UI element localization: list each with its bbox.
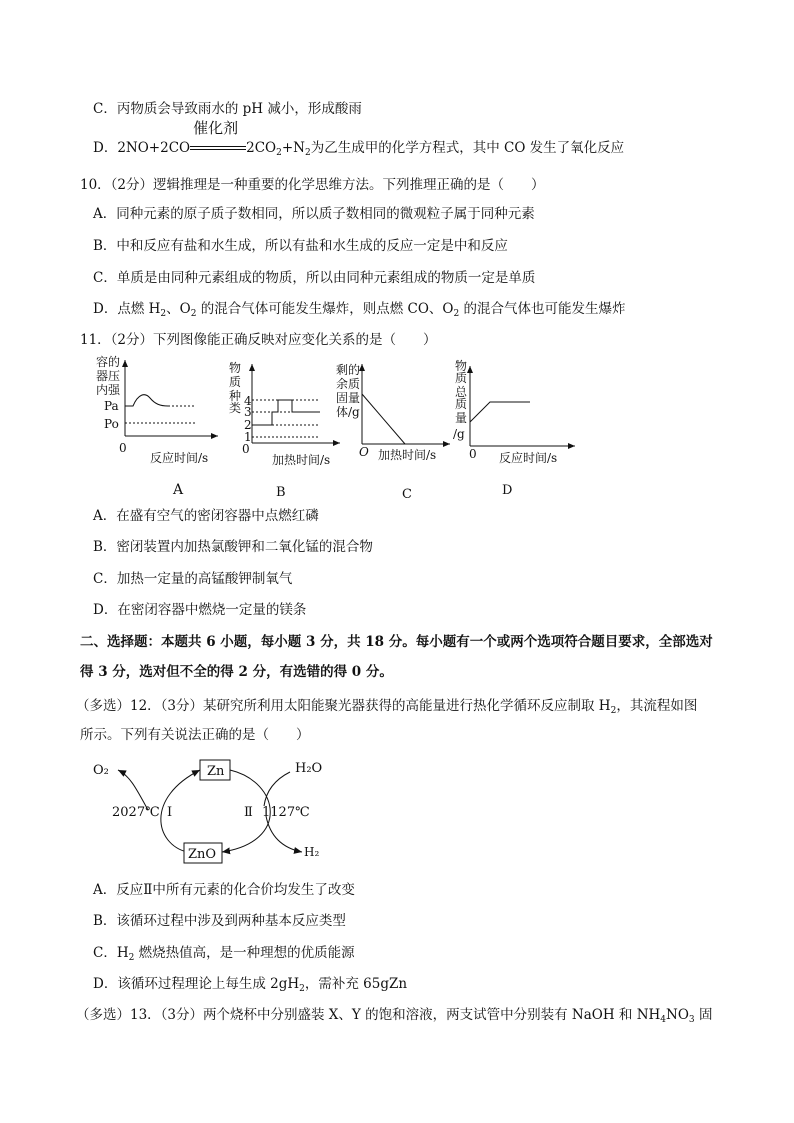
h2o-label: H₂O	[295, 761, 323, 776]
q9-option-d-tail: 为乙生成甲的化学方程式，其中 CO 发生了氧化反应	[310, 140, 625, 156]
graph-c-origin: O	[359, 445, 369, 459]
graph-c-caption: C	[402, 487, 412, 502]
graph-b-xlabel: 加热时间/s	[272, 453, 331, 467]
graph-d-ylabel-4: 质	[455, 397, 468, 411]
q12-cycle-diagram	[90, 752, 350, 870]
graph-d-ylabel-1: 物	[455, 359, 468, 373]
text: 、O	[166, 301, 191, 317]
q9-option-d-rhs: 2CO	[246, 140, 277, 156]
graph-c-ylabel-2: 余质	[336, 377, 361, 391]
q11-option-b: B．密闭装置内加热氯酸钾和二氧化锰的混合物	[93, 539, 373, 555]
zno-label: ZnO	[188, 847, 217, 862]
graph-c-line	[362, 394, 405, 444]
graph-b-tick-1: 1	[244, 430, 252, 444]
o2-label: O₂	[93, 763, 109, 778]
text: 固	[694, 1007, 713, 1023]
subscript: 3	[688, 1015, 695, 1025]
graph-b-origin: 0	[242, 442, 250, 456]
subscript: 2	[128, 953, 135, 963]
graph-d-ylabel-2: 质	[455, 371, 468, 385]
q13-stem	[76, 1006, 712, 1024]
catalyst-line-2	[190, 149, 246, 150]
q11-option-d: D．在密闭容器中燃烧一定量的镁条	[93, 602, 307, 618]
text: 的混合气体可能发生爆炸，则点燃 CO、O	[196, 301, 454, 317]
graph-b-tick-4: 4	[244, 394, 252, 408]
q12-stem-line-1	[76, 697, 697, 715]
graph-a-xlabel: 反应时间/s	[150, 451, 209, 465]
zn-label: Zn	[207, 764, 225, 779]
subscript: 2	[276, 148, 282, 158]
graph-d-ylabel-5: 量	[455, 411, 468, 425]
text: 燃烧热值高，是一种理想的优质能源	[134, 945, 355, 961]
q11-option-a: A．在盛有空气的密闭容器中点燃红磷	[93, 508, 319, 524]
temp-right-label: 1127℃	[262, 805, 310, 820]
graph-b-caption: B	[276, 485, 286, 500]
q12-option-d	[93, 975, 407, 993]
graph-b-tick-2: 2	[244, 418, 252, 432]
q9-option-d-rhs-b: +N	[281, 140, 305, 156]
graph-d-caption: D	[502, 483, 513, 498]
graph-d-ylabel-6: /g	[453, 427, 465, 441]
graph-a-tick-po: Po	[104, 417, 119, 431]
text: C．H	[93, 945, 129, 961]
graph-b	[229, 360, 340, 500]
q10-stem: 10．（2分）逻辑推理是一种重要的化学思维方法。下列推理正确的是（ ）	[80, 177, 545, 193]
text: NO	[666, 1007, 689, 1023]
text: （多选）13．（3分）两个烧杯中分别盛装 X、Y 的饱和溶液，两支试管中分别装有 NaOH 和 NH	[76, 1007, 661, 1023]
graph-a-tick-pa: Pa	[104, 399, 119, 413]
graph-a-origin: 0	[119, 441, 127, 455]
graph-b-ylabel-2: 质	[229, 375, 242, 389]
graph-d-xlabel: 反应时间/s	[499, 451, 558, 465]
catalyst-arrow	[190, 119, 246, 152]
subscript: 4	[660, 1015, 667, 1025]
temp-left-label: 2027℃	[112, 805, 160, 820]
q11-option-c: C．加热一定量的高锰酸钾制氧气	[93, 571, 293, 587]
graph-d-ylabel-3: 总	[455, 385, 468, 399]
graph-a-ylabel-1: 容的	[96, 355, 121, 369]
section-2-heading-line-2: 得 3 分，选对但不全的得 2 分，有选错的得 0 分。	[80, 664, 393, 680]
graph-d-origin: 0	[469, 447, 477, 461]
subscript: 2	[160, 309, 167, 319]
graph-c-ylabel-4: 体/g	[336, 405, 360, 419]
graph-d	[453, 358, 575, 498]
subscript: 2	[299, 984, 305, 994]
q9-option-d	[93, 119, 625, 158]
catalyst-line	[190, 146, 246, 147]
graph-b-ylabel-4: 类	[229, 401, 242, 415]
subscript: 2	[610, 706, 617, 716]
text: D．该循环过程理论上每生成 2gH	[93, 976, 300, 992]
q10-option-a: A．同种元素的原子质子数相同，所以质子数相同的微观粒子属于同种元素	[93, 206, 535, 222]
h2-arrow	[266, 816, 302, 852]
graph-b-ylabel-3: 种	[229, 389, 242, 403]
graph-a-ylabel-3: 内强	[96, 383, 121, 397]
q12-option-c	[93, 944, 355, 962]
q11-stem: 11．（2分）下列图像能正确反映对应变化关系的是（ ）	[80, 332, 437, 348]
catalyst-label: 催化剂	[193, 119, 239, 137]
text: ，需补充 65gZn	[304, 976, 408, 992]
graph-c-ylabel-1: 剩的	[336, 363, 361, 377]
text: ，其流程如图	[616, 698, 698, 714]
o2-arrow	[118, 770, 148, 810]
q9-option-d-label: D．	[93, 140, 118, 156]
roman-1-label: I	[167, 805, 173, 820]
graph-a-ylabel-2: 器压	[96, 369, 121, 383]
roman-2-label: Ⅱ	[244, 805, 253, 820]
q12-option-a: A．反应Ⅱ中所有元素的化合价均发生了改变	[93, 882, 355, 898]
q9-option-c: C．丙物质会导致雨水的 pH 减小，形成酸雨	[93, 101, 362, 117]
q10-option-c: C．单质是由同种元素组成的物质，所以由同种元素组成的物质一定是单质	[93, 270, 536, 286]
h2-label: H₂	[304, 845, 320, 859]
graph-c-xlabel: 加热时间/s	[378, 448, 437, 462]
graph-a	[96, 354, 218, 498]
subscript: 2	[190, 309, 197, 319]
subscript: 2	[453, 309, 460, 319]
q10-option-b: B．中和反应有盐和水生成，所以有盐和水生成的反应一定是中和反应	[93, 238, 508, 254]
graph-b-ylabel-1: 物	[229, 361, 242, 375]
q12-stem-line-2: 所示。下列有关说法正确的是（ ）	[80, 727, 310, 743]
q11-graphs	[0, 350, 794, 510]
graph-a-caption: A	[173, 482, 184, 498]
section-2-heading-line-1: 二、选择题：本题共 6 小题，每小题 3 分，共 18 分。每小题有一个或两个选项符合题目要求，全部选对	[80, 634, 713, 650]
graph-d-line	[470, 402, 530, 422]
graph-c	[336, 363, 450, 502]
q10-option-d	[93, 300, 626, 318]
text: 的混合气体也可能发生爆炸	[459, 301, 626, 317]
q9-option-d-lhs: 2NO+2CO	[117, 140, 191, 156]
text: （多选）12．（3分）某研究所利用太阳能聚光器获得的高能量进行热化学循环反应制取 H	[76, 698, 611, 714]
graph-b-tick-3: 3	[244, 405, 252, 419]
q12-option-b: B．该循环过程中涉及到两种基本反应类型	[93, 913, 346, 929]
text: D．点燃 H	[93, 301, 161, 317]
subscript: 2	[304, 148, 311, 158]
graph-c-ylabel-3: 固量	[336, 391, 361, 405]
graph-a-curve	[125, 395, 168, 406]
